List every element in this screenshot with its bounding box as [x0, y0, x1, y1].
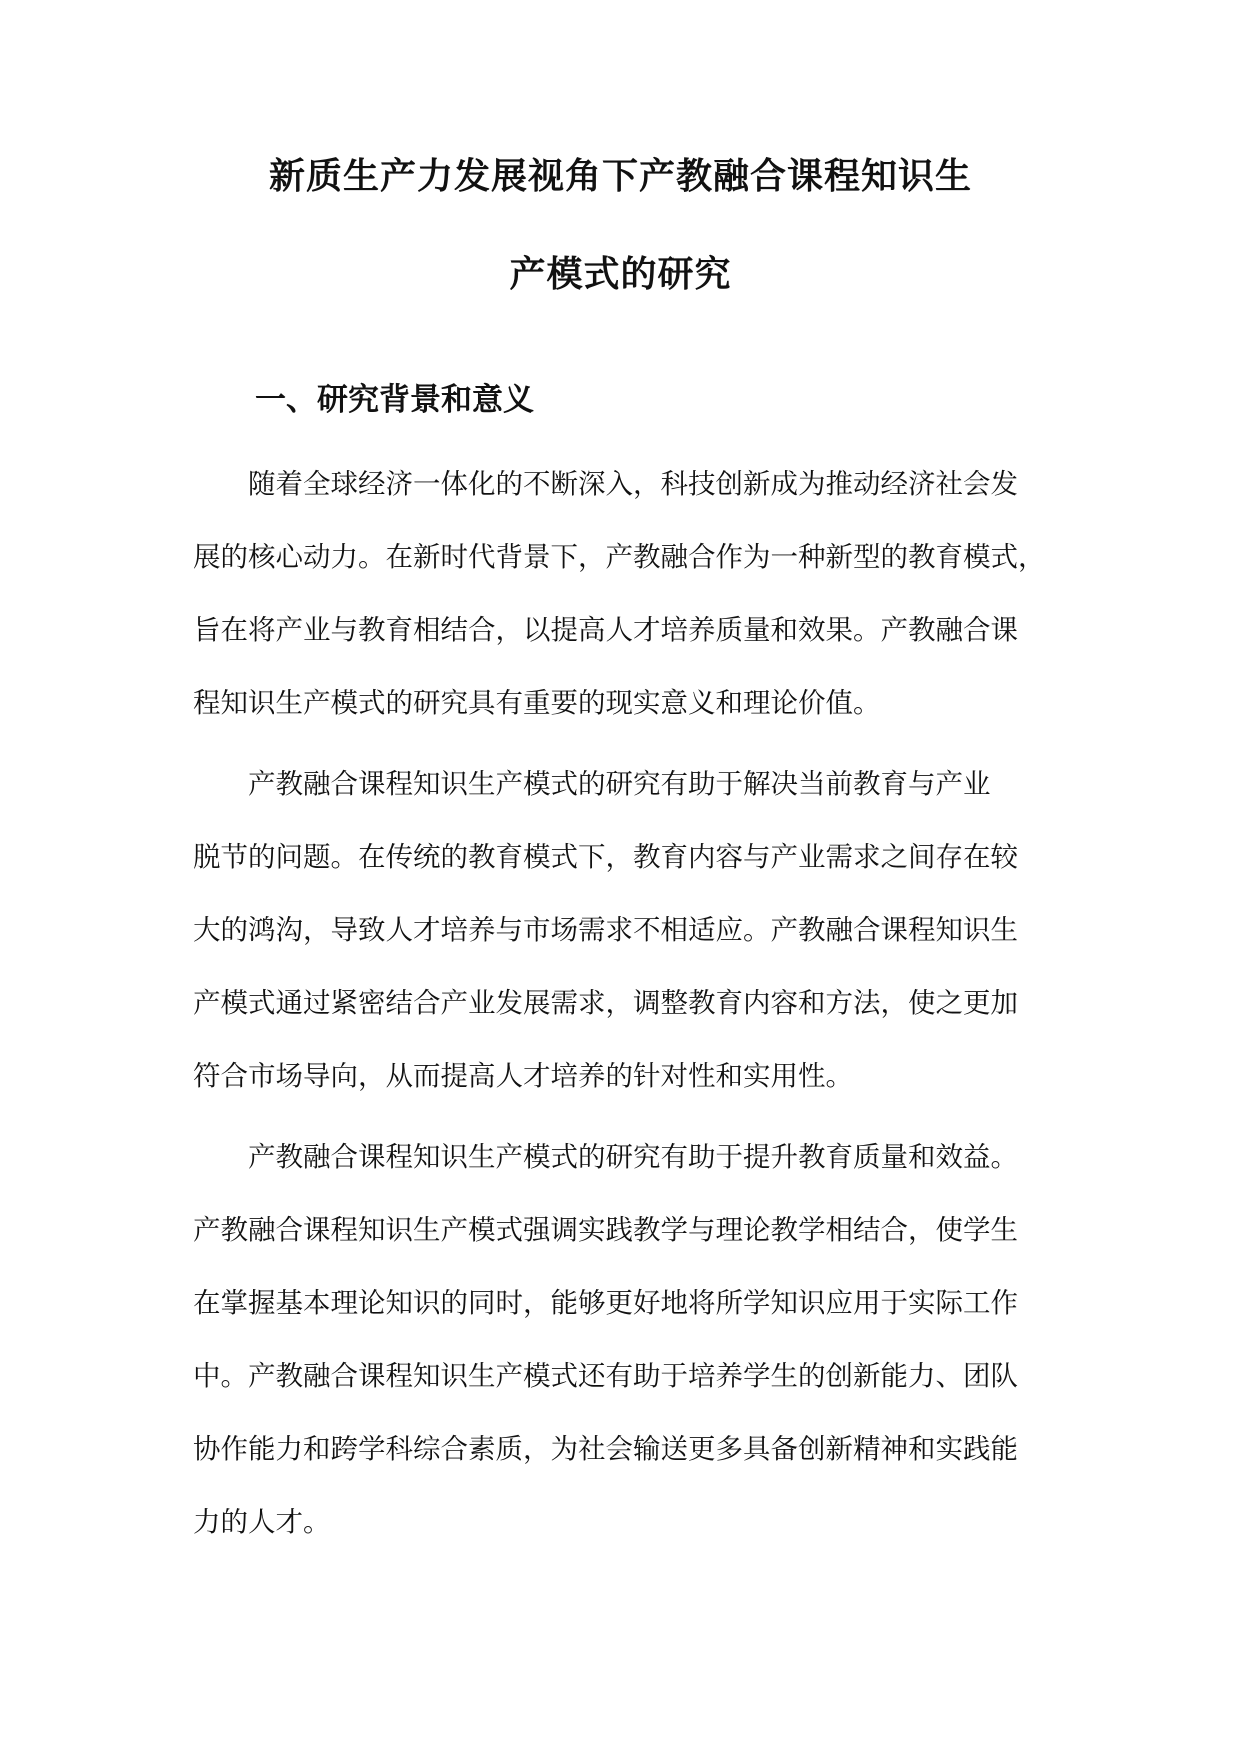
paragraph-1-line-3: 旨在将产业与教育相结合，以提高人才培养质量和效果。产教融合课 — [193, 614, 1018, 646]
section-heading: 一、研究背景和意义 — [255, 382, 534, 418]
paragraph-3-line-1: 产教融合课程知识生产模式的研究有助于提升教育质量和效益。 — [248, 1141, 1018, 1173]
paragraph-2-line-4: 产模式通过紧密结合产业发展需求，调整教育内容和方法，使之更加 — [193, 987, 1018, 1019]
paragraph-3-line-5: 协作能力和跨学科综合素质，为社会输送更多具备创新精神和实践能 — [193, 1433, 1018, 1465]
paragraph-3-line-4: 中。产教融合课程知识生产模式还有助于培养学生的创新能力、团队 — [193, 1360, 1018, 1392]
paragraph-2-line-3: 大的鸿沟，导致人才培养与市场需求不相适应。产教融合课程知识生 — [193, 914, 1018, 946]
paragraph-1-line-2: 展的核心动力。在新时代背景下，产教融合作为一种新型的教育模式， — [193, 541, 1046, 573]
paragraph-2-line-1: 产教融合课程知识生产模式的研究有助于解决当前教育与产业 — [248, 768, 991, 800]
paragraph-1-line-4: 程知识生产模式的研究具有重要的现实意义和理论价值。 — [193, 687, 881, 719]
paragraph-3-line-6: 力的人才。 — [193, 1506, 331, 1538]
document-title-line-1: 新质生产力发展视角下产教融合课程知识生 — [268, 155, 972, 197]
paragraph-2-line-2: 脱节的问题。在传统的教育模式下，教育内容与产业需求之间存在较 — [193, 841, 1018, 873]
paragraph-3-line-3: 在掌握基本理论知识的同时，能够更好地将所学知识应用于实际工作 — [193, 1287, 1018, 1319]
paragraph-3-line-2: 产教融合课程知识生产模式强调实践教学与理论教学相结合，使学生 — [193, 1214, 1018, 1246]
paragraph-1-line-1: 随着全球经济一体化的不断深入，科技创新成为推动经济社会发 — [248, 468, 1018, 500]
document-title-line-2: 产模式的研究 — [509, 253, 732, 295]
paragraph-2-line-5: 符合市场导向，从而提高人才培养的针对性和实用性。 — [193, 1060, 853, 1092]
